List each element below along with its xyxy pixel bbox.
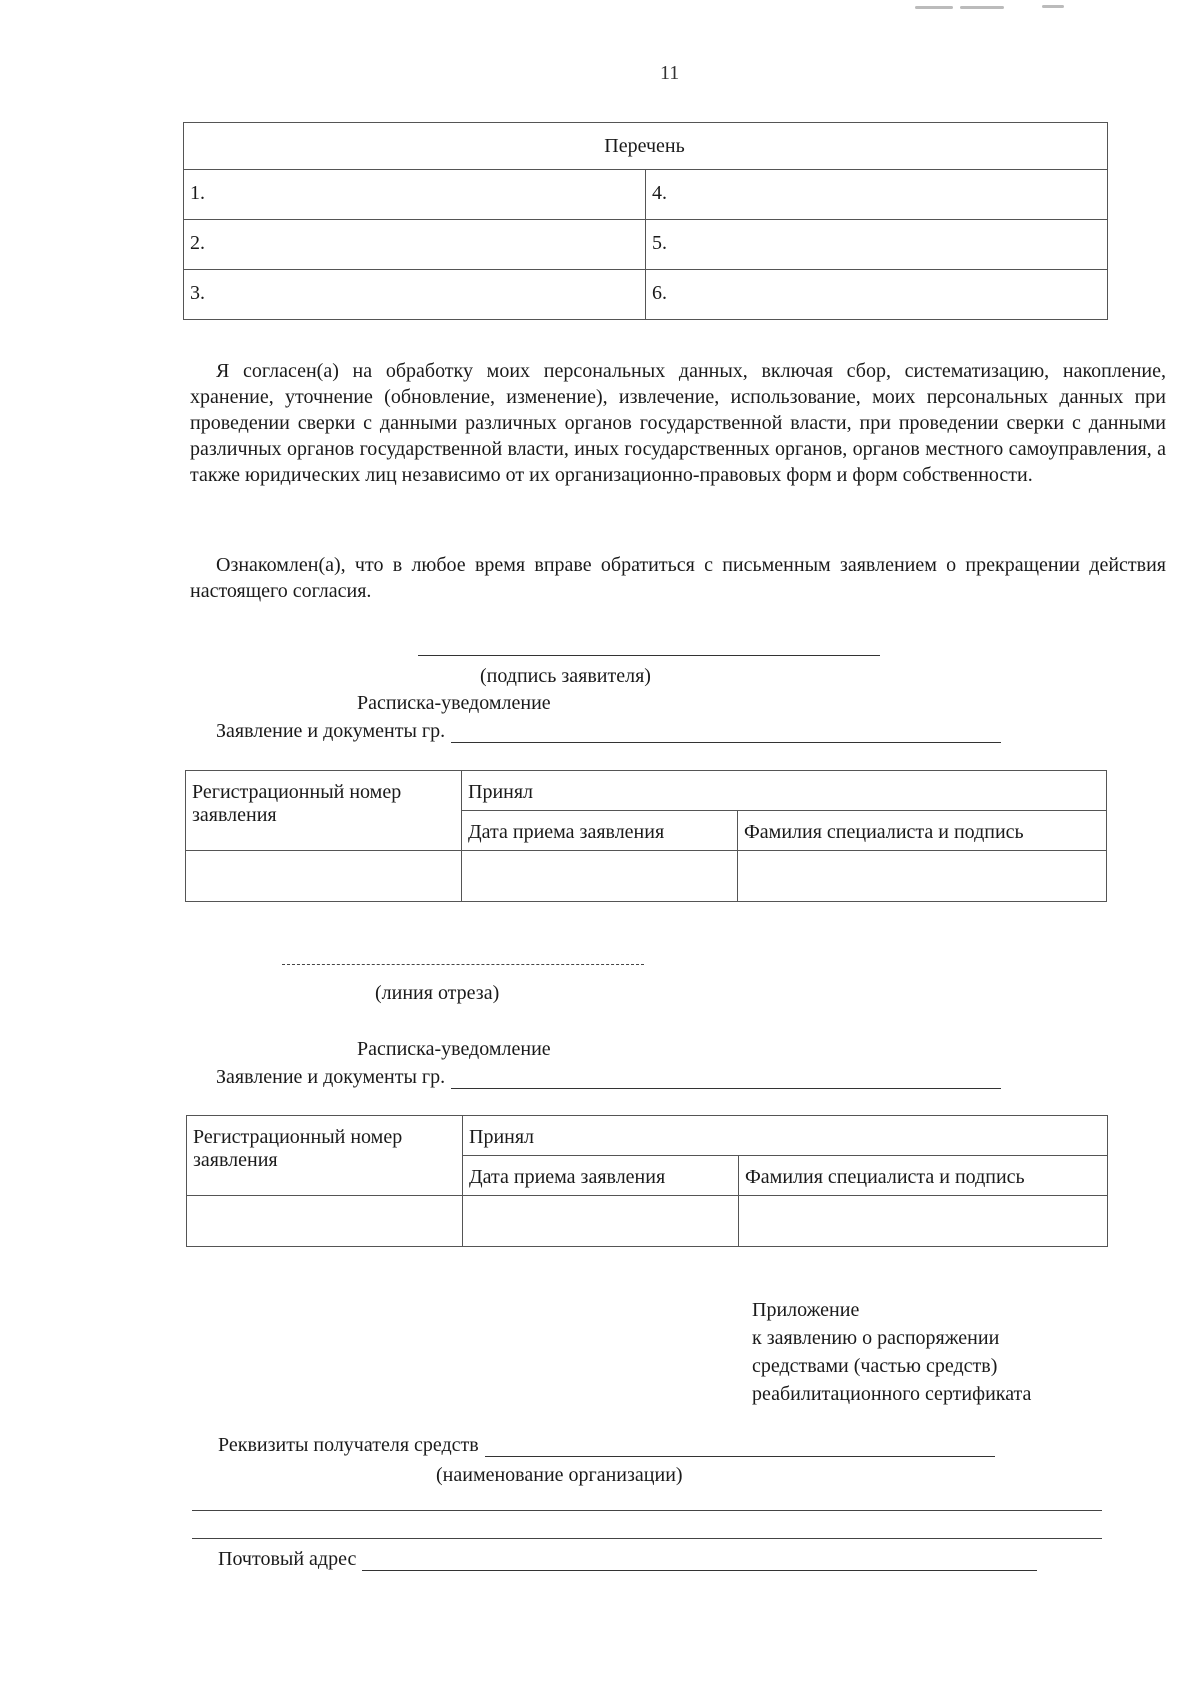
list-item: 5. [646,220,1108,270]
receipt-table [185,770,1107,902]
accepted-header: Принял [462,771,1107,811]
appendix-line: средствами (частью средств) [752,1355,998,1377]
signature-line [418,655,880,656]
blank-line [192,1538,1102,1539]
docs-blank [451,720,1001,743]
acknowledge-paragraph: Ознакомлен(а), что в любое время вправе обратиться с письменным заявлением о прекращении действия настоящего согласия. [190,554,1166,602]
receipt-table [186,1115,1108,1247]
docs-blank [451,1066,1001,1089]
list-item: 4. [646,170,1108,220]
reg-number-header: Регистрационный номер заявления [186,771,462,851]
cut-line-caption: (линия отреза) [375,982,500,1004]
recipient-label: Реквизиты получателя средств [218,1434,479,1456]
page-number: 11 [660,62,680,84]
blank-line [192,1510,1102,1511]
accepted-header: Принял [463,1116,1108,1156]
cut-line [282,964,644,965]
scan-artifact [960,6,1004,9]
docs-label: Заявление и документы гр. [216,1066,446,1088]
table-cell [186,851,462,902]
scan-artifact [1042,5,1064,8]
list-item: 3. [184,270,646,320]
reg-number-header: Регистрационный номер заявления [187,1116,463,1196]
list-table [183,122,1108,320]
table-cell [462,851,738,902]
consent-paragraph: Я согласен(а) на обработку моих персональных данных, включая сбор, систематизацию, накопление, хранение, уточнение (обновление, изменение), извлечение, использование, моих персональных данных при проведении сверки с данными различных органов государственной власти, при проведении сверки с данными различных органов государственной власти, иных государственных органов, органов местного самоуправления, а также юридических лиц независимо от их организационно-правовых форм и форм собственности. [190,360,1166,486]
appendix-line: реабилитационного сертификата [752,1383,1032,1405]
table-cell [738,851,1107,902]
receipt-title: Расписка-уведомление [357,1038,551,1060]
receipt-title: Расписка-уведомление [357,692,551,714]
recipient-field [218,1434,995,1457]
date-header: Дата приема заявления [462,811,738,851]
list-title: Перечень [184,123,1108,170]
postal-address-field [218,1548,1037,1571]
specialist-header: Фамилия специалиста и подпись [739,1156,1108,1196]
date-header: Дата приема заявления [463,1156,739,1196]
organization-caption: (наименование организации) [436,1464,683,1486]
signature-caption: (подпись заявителя) [480,665,651,687]
table-cell [739,1196,1108,1247]
table-cell [187,1196,463,1247]
table-cell [463,1196,739,1247]
recipient-blank [485,1434,995,1457]
appendix-line: к заявлению о распоряжении [752,1327,1000,1349]
postal-address-blank [362,1548,1037,1571]
appendix-block [752,1296,1031,1408]
docs-field [216,720,1001,743]
list-item: 2. [184,220,646,270]
docs-field [216,1066,1001,1089]
postal-address-label: Почтовый адрес [218,1548,357,1570]
list-item: 6. [646,270,1108,320]
docs-label: Заявление и документы гр. [216,720,446,742]
list-item: 1. [184,170,646,220]
scan-artifact [915,6,953,9]
specialist-header: Фамилия специалиста и подпись [738,811,1107,851]
appendix-title: Приложение [752,1299,860,1321]
